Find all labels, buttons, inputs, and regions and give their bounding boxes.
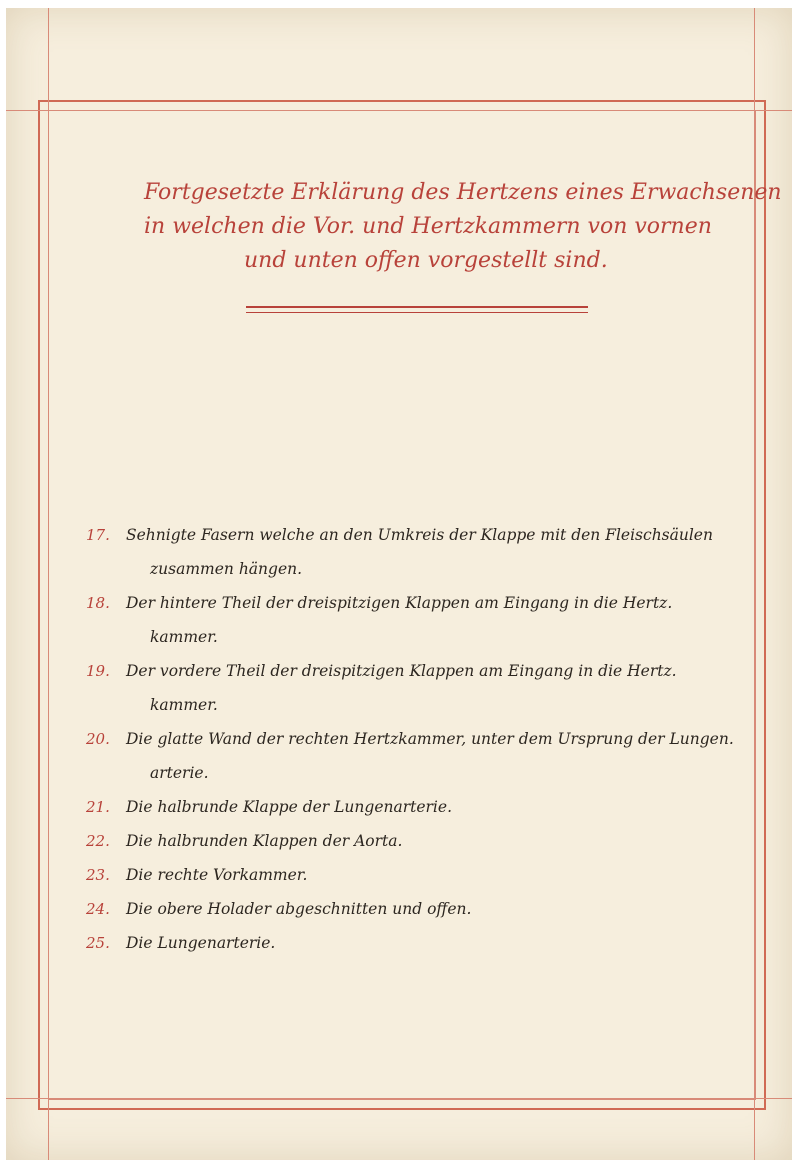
title-line: und unten offen vorgestellt sind. bbox=[244, 248, 608, 273]
title-underline bbox=[246, 306, 588, 308]
legend-entries bbox=[86, 518, 734, 960]
entry-number: 23. bbox=[86, 866, 110, 884]
entry-text: kammer. bbox=[150, 696, 218, 714]
entry-number: 22. bbox=[86, 832, 110, 850]
legend-entry bbox=[86, 722, 734, 790]
legend-entry bbox=[86, 858, 706, 892]
margin-line-top bbox=[6, 110, 792, 111]
legend-entry bbox=[86, 926, 706, 960]
entry-text: Der vordere Theil der dreispitzigen Klappen am Eingang in die Hertz. bbox=[126, 662, 677, 680]
title-line: Fortgesetzte Erklärung des Hertzens eines Erwachsenen bbox=[144, 180, 782, 205]
page-title bbox=[144, 176, 782, 278]
entry-text: Die Lungenarterie. bbox=[126, 934, 276, 952]
margin-line-bottom bbox=[6, 1098, 792, 1099]
entry-number: 21. bbox=[86, 798, 110, 816]
entry-text: Die obere Holader abgeschnitten und offen. bbox=[126, 900, 472, 918]
legend-entry bbox=[86, 586, 706, 654]
entry-text: arterie. bbox=[150, 764, 209, 782]
margin-line-left bbox=[48, 8, 49, 1160]
entry-number: 19. bbox=[86, 662, 110, 680]
entry-text: zusammen hängen. bbox=[150, 560, 303, 578]
entry-number: 20. bbox=[86, 730, 110, 748]
legend-entry bbox=[86, 824, 706, 858]
legend-entry bbox=[86, 654, 706, 722]
entry-text: Die halbrunde Klappe der Lungenarterie. bbox=[126, 798, 452, 816]
entry-text: Der hintere Theil der dreispitzigen Klappen am Eingang in die Hertz. bbox=[126, 594, 673, 612]
manuscript-page bbox=[6, 8, 792, 1160]
entry-number: 25. bbox=[86, 934, 110, 952]
legend-entry bbox=[86, 892, 706, 926]
entry-text: kammer. bbox=[150, 628, 218, 646]
entry-text: Die glatte Wand der rechten Hertzkammer, unter dem Ursprung der Lungen. bbox=[126, 730, 734, 748]
legend-entry bbox=[86, 518, 713, 586]
entry-text: Die rechte Vorkammer. bbox=[126, 866, 308, 884]
entry-number: 17. bbox=[86, 526, 110, 544]
entry-number: 18. bbox=[86, 594, 110, 612]
entry-number: 24. bbox=[86, 900, 110, 918]
legend-entry bbox=[86, 790, 706, 824]
title-line: in welchen die Vor. und Hertzkammern von vornen bbox=[144, 214, 712, 239]
entry-text: Die halbrunden Klappen der Aorta. bbox=[126, 832, 403, 850]
entry-text: Sehnigte Fasern welche an den Umkreis der Klappe mit den Fleischsäulen bbox=[126, 526, 713, 544]
title-underline-thin bbox=[246, 312, 588, 313]
